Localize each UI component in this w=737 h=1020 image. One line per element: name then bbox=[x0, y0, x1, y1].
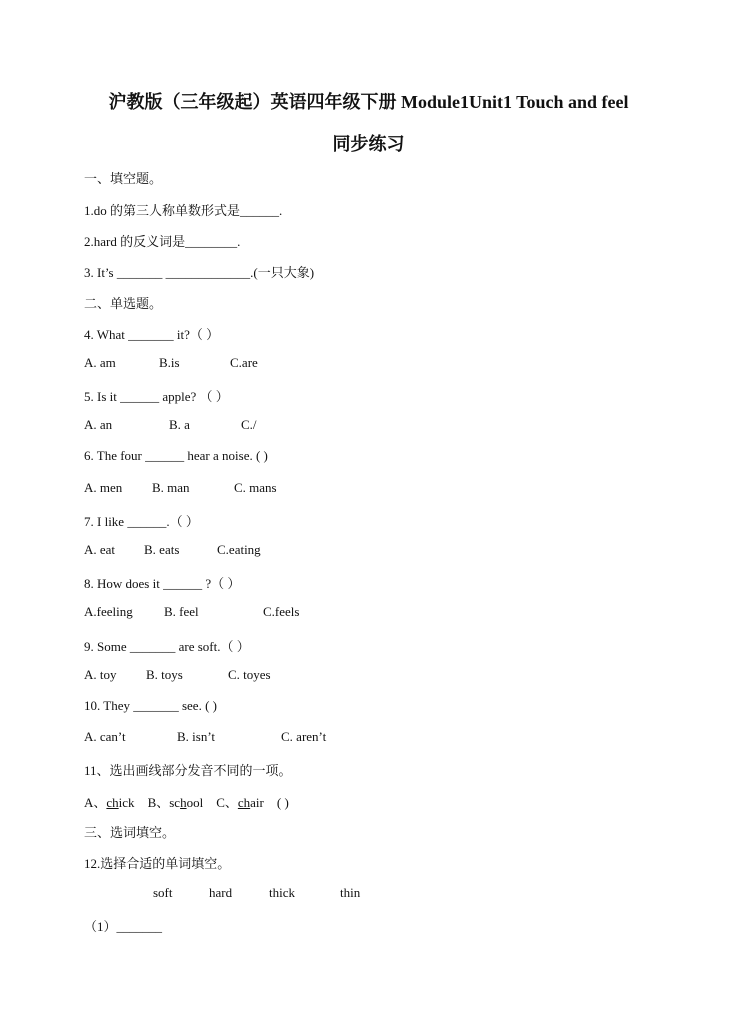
option-c: C.feels bbox=[263, 604, 300, 619]
question-6: 6. The four ______ hear a noise. ( ) bbox=[84, 448, 268, 463]
option-b: B. a bbox=[169, 417, 190, 432]
page-subtitle: 同步练习 bbox=[332, 134, 405, 154]
option-c-rest: air bbox=[250, 795, 264, 810]
answer-bracket: ( ) bbox=[276, 795, 289, 810]
option-b: B. isn’t bbox=[177, 729, 216, 744]
option-b-underlined: h bbox=[180, 795, 187, 810]
option-a: A. eat bbox=[84, 542, 116, 557]
section-heading-single-choice: 二、单选题。 bbox=[84, 296, 163, 311]
question-7: 7. I like ______.（ ） bbox=[84, 514, 199, 529]
option-c-underlined: ch bbox=[237, 795, 251, 810]
question-5-options bbox=[84, 417, 384, 433]
question-12-item-1: （1）_______ bbox=[84, 919, 163, 934]
option-a-underlined: ch bbox=[106, 795, 119, 810]
question-6-options bbox=[84, 480, 384, 496]
word-bank-item: thick bbox=[269, 885, 295, 900]
word-bank-item: hard bbox=[209, 885, 233, 900]
option-c: C. mans bbox=[234, 480, 277, 495]
question-12: 12.选择合适的单词填空。 bbox=[84, 856, 231, 871]
option-c: C./ bbox=[241, 417, 257, 432]
question-11: 11、选出画线部分发音不同的一项。 bbox=[84, 763, 292, 778]
question-4-options bbox=[84, 355, 384, 371]
question-8-options bbox=[84, 604, 384, 620]
question-11-options bbox=[84, 792, 289, 811]
question-3: 3. It’s _______ _____________.(一只大象) bbox=[84, 265, 315, 280]
option-b-prefix: B、sc bbox=[147, 795, 181, 810]
word-bank-item: thin bbox=[340, 885, 361, 900]
section-heading-fill-blank: 一、填空题。 bbox=[84, 171, 163, 186]
question-8: 8. How does it ______ ?（ ） bbox=[84, 576, 241, 591]
option-c: C.eating bbox=[217, 542, 261, 557]
option-a: A. toy bbox=[84, 667, 117, 682]
option-b: B.is bbox=[159, 355, 180, 370]
section-heading-word-choice: 三、选词填空。 bbox=[84, 825, 176, 840]
word-bank-item: soft bbox=[153, 885, 173, 900]
option-a-rest: ick bbox=[118, 795, 135, 810]
option-b-rest: ool bbox=[186, 795, 204, 810]
option-b: B. eats bbox=[144, 542, 180, 557]
question-2: 2.hard 的反义词是________. bbox=[84, 234, 241, 249]
option-b: B. feel bbox=[164, 604, 199, 619]
option-a: A. can’t bbox=[84, 729, 126, 744]
option-c-prefix: C、 bbox=[216, 795, 238, 810]
question-9: 9. Some _______ are soft.（ ） bbox=[84, 639, 250, 654]
option-b: B. man bbox=[152, 480, 190, 495]
question-9-options bbox=[84, 667, 384, 683]
question-7-options bbox=[84, 542, 384, 558]
option-a: A. an bbox=[84, 417, 113, 432]
question-5: 5. Is it ______ apple? （ ） bbox=[84, 389, 229, 404]
page-title: 沪教版（三年级起）英语四年级下册 Module1Unit1 Touch and feel bbox=[108, 92, 629, 112]
option-a: A. am bbox=[84, 355, 116, 370]
question-1: 1.do 的第三人称单数形式是______. bbox=[84, 203, 283, 218]
question-4: 4. What _______ it?（ ） bbox=[84, 327, 220, 342]
option-a-prefix: A、 bbox=[84, 795, 107, 810]
option-c: C. toyes bbox=[228, 667, 271, 682]
option-c: C. aren’t bbox=[281, 729, 327, 744]
option-c: C.are bbox=[230, 355, 258, 370]
question-10-options bbox=[84, 729, 404, 745]
question-10: 10. They _______ see. ( ) bbox=[84, 698, 217, 713]
option-a: A. men bbox=[84, 480, 123, 495]
option-a: A.feeling bbox=[84, 604, 133, 619]
option-b: B. toys bbox=[146, 667, 183, 682]
